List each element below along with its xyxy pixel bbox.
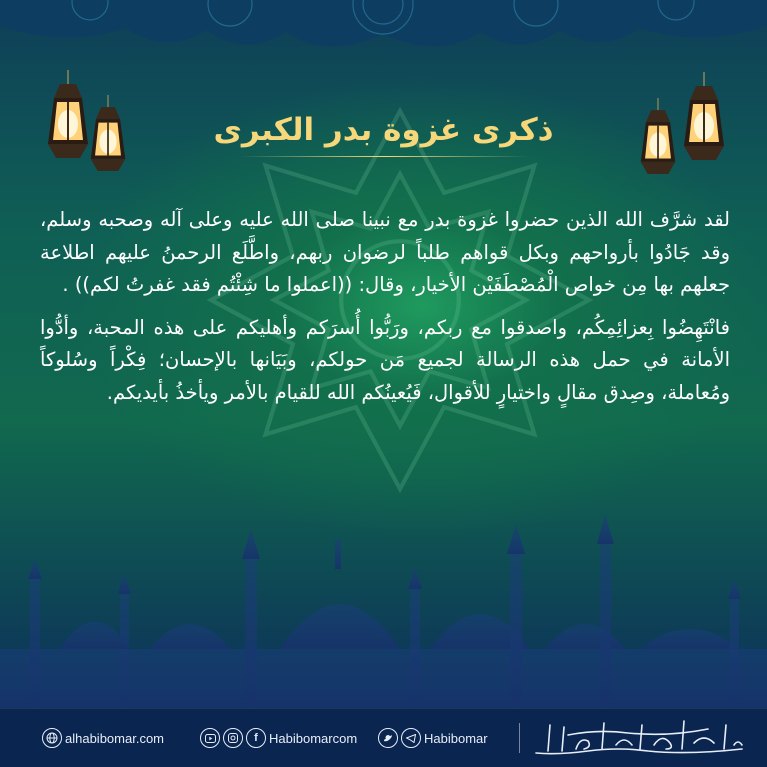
- signature-calligraphy: [528, 715, 750, 761]
- footer-divider: [519, 723, 520, 753]
- social-icons-1: [200, 709, 357, 767]
- handle-primary[interactable]: Habibomarcom: [269, 730, 358, 746]
- handle-secondary[interactable]: Habibomar: [424, 730, 488, 746]
- lantern-icon: [634, 98, 682, 193]
- paragraph-1: لقد شرَّف الله الذين حضروا غزوة بدر مع نبينا صلى الله عليه وعلى آله وصحبه وسلم، وقد جَادُوا بأرواحهم وبكل قواهم طلباً لرضوان ربهم، واطَّلَع الرحمنُ عليهم اطلاعة جعلهم بها مِن خواص الْمُصْطَفَيْن الأخيار، وقال: ((اعملوا ما شِئْتُم فقد غفرتُ لكم)) .: [40, 208, 730, 296]
- lantern-icon: [84, 95, 132, 190]
- globe-icon: [42, 728, 62, 748]
- mosque-skyline: [0, 499, 767, 709]
- title-divider: [239, 156, 529, 157]
- body-text: [40, 204, 730, 409]
- top-ornament: [0, 0, 767, 60]
- twitter-icon[interactable]: [378, 728, 398, 748]
- website-link[interactable]: [42, 709, 164, 767]
- instagram-icon[interactable]: [223, 728, 243, 748]
- website-text: alhabibomar.com: [65, 730, 164, 746]
- social-icons-2: [378, 709, 488, 767]
- footer: [0, 708, 767, 767]
- paragraph-2: فانْتَهِضُوا بِعزائِمِكُم، واصدقوا مع ربكم، ورَبُّوا أُسرَكم وأهليكم على هذه المحبة، وأدُّوا الأمانة في حمل هذه الرسالة لجميع مَن حولكم، وبَيَانها بالإحسان؛ فِكْراً وسُلوكاً ومُعاملة، وصِدق مقالٍ واختيارٍ للأقوال، فَيُعينُكم الله للقيام بالأمر ويأخذُ بأيديكم.: [40, 315, 730, 404]
- telegram-icon[interactable]: [401, 728, 421, 748]
- page-title: ذكرى غزوة بدر الكبرى: [213, 112, 554, 148]
- lantern-icon: [678, 72, 730, 182]
- title-block: [150, 112, 617, 157]
- youtube-icon[interactable]: [200, 728, 220, 748]
- facebook-icon[interactable]: f: [246, 728, 266, 748]
